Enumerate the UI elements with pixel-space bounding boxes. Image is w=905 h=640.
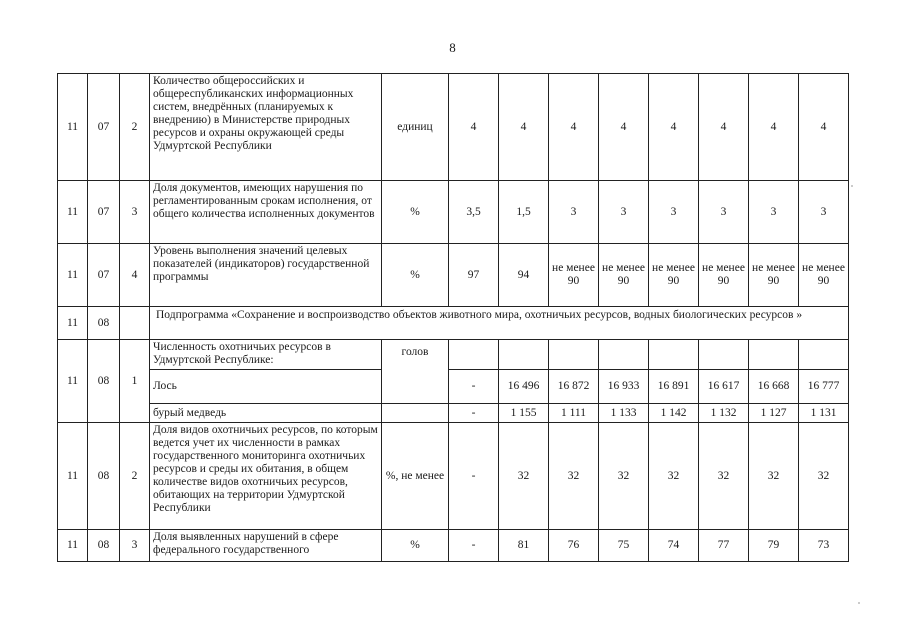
value-cell: 32 (799, 423, 849, 530)
value-cell: 3 (649, 181, 699, 244)
value-cell (699, 340, 749, 370)
cell-section: 11 (58, 74, 88, 181)
cell-section: 11 (58, 244, 88, 307)
value-cell: 32 (699, 423, 749, 530)
value-cell (549, 340, 599, 370)
value-cell: 75 (599, 530, 649, 562)
value-cell: 1 155 (499, 404, 549, 423)
value-cell: 1,5 (499, 181, 549, 244)
value-cell: 16 872 (549, 370, 599, 404)
page-number: 8 (449, 40, 456, 55)
value-cell: 16 496 (499, 370, 549, 404)
value-cell: не менее 90 (599, 244, 649, 307)
cell-subsection: 08 (88, 340, 120, 423)
table-row (58, 340, 849, 370)
indicators-table (57, 73, 849, 562)
value-cell: 79 (749, 530, 799, 562)
cell-number: 3 (120, 181, 150, 244)
value-cell: 1 127 (749, 404, 799, 423)
cell-section: 11 (58, 530, 88, 562)
value-cell: - (449, 530, 499, 562)
value-cell: 4 (449, 74, 499, 181)
value-cell: 16 933 (599, 370, 649, 404)
value-cell: 97 (449, 244, 499, 307)
value-cell (799, 340, 849, 370)
cell-number: 3 (120, 530, 150, 562)
value-cell: 3 (799, 181, 849, 244)
cell-section: 11 (58, 423, 88, 530)
indicator-description: Доля видов охотничьих ресурсов, по которым ведется учет их численности в рамках государственного мониторинга охотничьих ресурсов и среды их обитания, в общем количестве видов охотничьих ресурсов, обитающих на территории Удмуртской Республики (150, 423, 382, 530)
value-cell (449, 340, 499, 370)
value-cell (749, 340, 799, 370)
value-cell: 4 (599, 74, 649, 181)
cell-subsection: 07 (88, 74, 120, 181)
value-cell: 32 (749, 423, 799, 530)
value-cell: 1 111 (549, 404, 599, 423)
value-cell: 1 133 (599, 404, 649, 423)
value-cell: 74 (649, 530, 699, 562)
indicator-description: Уровень выполнения значений целевых показателей (индикаторов) государственной программы (150, 244, 382, 307)
scan-speck (851, 185, 853, 187)
value-cell: 16 777 (799, 370, 849, 404)
cell-number: 2 (120, 74, 150, 181)
cell-number: 1 (120, 340, 150, 423)
value-cell: 4 (749, 74, 799, 181)
cell-number (120, 307, 150, 340)
value-cell: 32 (549, 423, 599, 530)
cell-number: 4 (120, 244, 150, 307)
value-cell (599, 340, 649, 370)
cell-subsection: 08 (88, 530, 120, 562)
value-cell: 76 (549, 530, 599, 562)
table-row (58, 530, 849, 562)
table-row (58, 244, 849, 307)
value-cell: не менее 90 (749, 244, 799, 307)
table-row (58, 181, 849, 244)
value-cell: 4 (649, 74, 699, 181)
value-cell: - (449, 404, 499, 423)
indicator-description: Количество общероссийских и общереспубликанских информационных систем, внедрённых (планируемых к внедрению) в Министерстве природных ресурсов и охраны окружающей среды Удмуртской Республики (150, 74, 382, 181)
value-cell: не менее 90 (649, 244, 699, 307)
value-cell: 32 (499, 423, 549, 530)
value-cell: 4 (499, 74, 549, 181)
value-cell: 3 (699, 181, 749, 244)
value-cell: 3 (549, 181, 599, 244)
cell-section: 11 (58, 181, 88, 244)
indicator-unit: % (382, 530, 449, 562)
value-cell: 32 (599, 423, 649, 530)
indicator-unit: голов (382, 340, 449, 404)
cell-section: 11 (58, 307, 88, 340)
cell-subsection: 07 (88, 244, 120, 307)
cell-number: 2 (120, 423, 150, 530)
value-cell: не менее 90 (699, 244, 749, 307)
value-cell: 16 668 (749, 370, 799, 404)
cell-subsection: 08 (88, 307, 120, 340)
cell-subsection: 07 (88, 181, 120, 244)
value-cell: 4 (699, 74, 749, 181)
value-cell: - (449, 423, 499, 530)
table-subrow (58, 370, 849, 404)
cell-subsection: 08 (88, 423, 120, 530)
cell-section: 11 (58, 340, 88, 423)
value-cell: 1 132 (699, 404, 749, 423)
subprogram-row (58, 307, 849, 340)
indicator-unit: % (382, 181, 449, 244)
indicator-description: Доля документов, имеющих нарушения по регламентированным срокам исполнения, от общего количества исполненных документов (150, 181, 382, 244)
value-cell: 3 (599, 181, 649, 244)
value-cell: 81 (499, 530, 549, 562)
value-cell: 4 (549, 74, 599, 181)
value-cell: 32 (649, 423, 699, 530)
value-cell: не менее 90 (799, 244, 849, 307)
value-cell: 77 (699, 530, 749, 562)
indicator-unit: единиц (382, 74, 449, 181)
value-cell: 3 (749, 181, 799, 244)
indicator-description: Доля выявленных нарушений в сфере федерального государственного (150, 530, 382, 562)
indicator-unit (382, 404, 449, 423)
scan-speck (858, 602, 860, 604)
value-cell: 73 (799, 530, 849, 562)
value-cell: 16 617 (699, 370, 749, 404)
subrow-label: бурый медведь (150, 404, 382, 423)
value-cell (649, 340, 699, 370)
table-row (58, 423, 849, 530)
value-cell: - (449, 370, 499, 404)
indicator-description: Численность охотничьих ресурсов в Удмуртской Республике: (150, 340, 382, 370)
table-row (58, 74, 849, 181)
value-cell: 16 891 (649, 370, 699, 404)
indicator-unit: % (382, 244, 449, 307)
subrow-label: Лось (150, 370, 382, 404)
indicator-unit: %, не менее (382, 423, 449, 530)
value-cell: 94 (499, 244, 549, 307)
value-cell: не менее 90 (549, 244, 599, 307)
value-cell (499, 340, 549, 370)
subprogram-title: Подпрограмма «Сохранение и воспроизводство объектов животного мира, охотничьих ресурсов, водных биологических ресурсов » (150, 307, 849, 340)
value-cell: 1 142 (649, 404, 699, 423)
table-subrow (58, 404, 849, 423)
value-cell: 4 (799, 74, 849, 181)
value-cell: 1 131 (799, 404, 849, 423)
value-cell: 3,5 (449, 181, 499, 244)
